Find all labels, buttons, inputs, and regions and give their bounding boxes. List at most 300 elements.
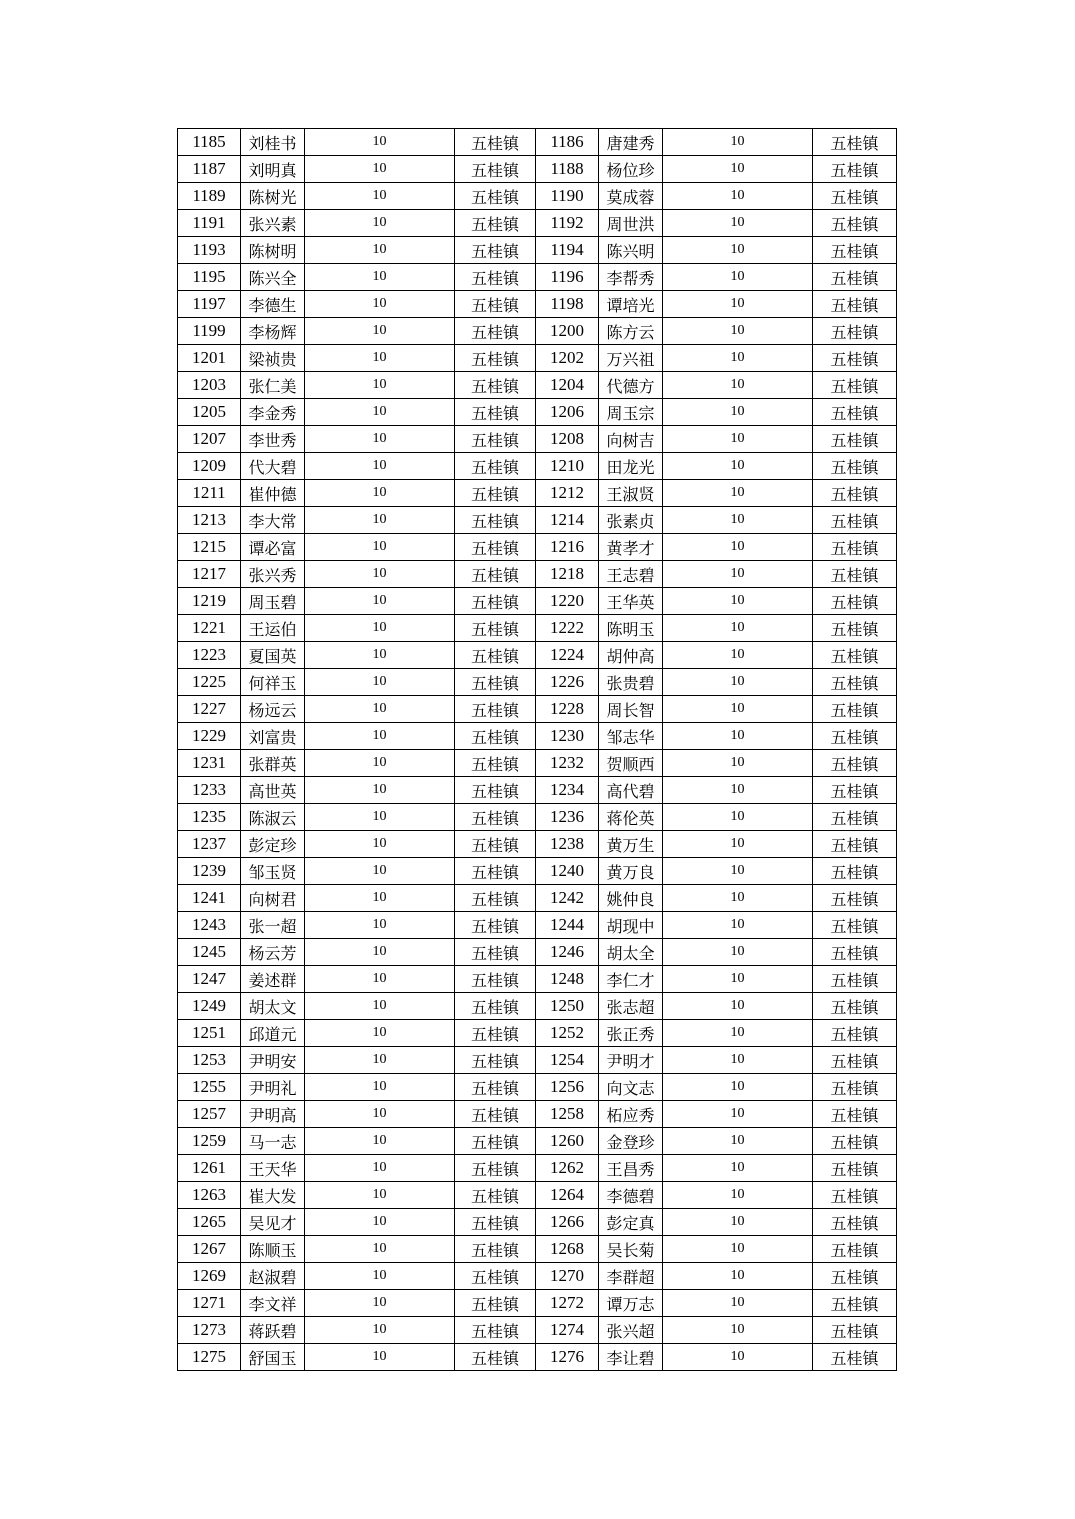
town-cell: 五桂镇	[813, 1263, 897, 1290]
amount-cell: 10	[305, 696, 455, 723]
id-cell: 1245	[178, 939, 241, 966]
id-cell: 1255	[178, 1074, 241, 1101]
table-row	[178, 939, 897, 966]
amount-cell: 10	[305, 264, 455, 291]
id-cell: 1231	[178, 750, 241, 777]
table-row	[178, 804, 897, 831]
id-cell: 1214	[536, 507, 599, 534]
id-cell: 1276	[536, 1344, 599, 1371]
amount-cell: 10	[663, 264, 813, 291]
name-cell: 李金秀	[241, 399, 305, 426]
id-cell: 1188	[536, 156, 599, 183]
town-cell: 五桂镇	[813, 966, 897, 993]
table-row	[178, 345, 897, 372]
name-cell: 蒋跃碧	[241, 1317, 305, 1344]
town-cell: 五桂镇	[455, 345, 536, 372]
amount-cell: 10	[305, 588, 455, 615]
town-cell: 五桂镇	[813, 156, 897, 183]
name-cell: 陈淑云	[241, 804, 305, 831]
name-cell: 尹明礼	[241, 1074, 305, 1101]
name-cell: 胡太全	[599, 939, 663, 966]
town-cell: 五桂镇	[455, 426, 536, 453]
town-cell: 五桂镇	[455, 642, 536, 669]
name-cell: 张群英	[241, 750, 305, 777]
town-cell: 五桂镇	[813, 615, 897, 642]
name-cell: 王运伯	[241, 615, 305, 642]
name-cell: 向文志	[599, 1074, 663, 1101]
name-cell: 周玉碧	[241, 588, 305, 615]
amount-cell: 10	[663, 156, 813, 183]
id-cell: 1274	[536, 1317, 599, 1344]
id-cell: 1247	[178, 966, 241, 993]
amount-cell: 10	[305, 426, 455, 453]
town-cell: 五桂镇	[813, 291, 897, 318]
amount-cell: 10	[305, 183, 455, 210]
town-cell: 五桂镇	[455, 1182, 536, 1209]
town-cell: 五桂镇	[455, 1236, 536, 1263]
town-cell: 五桂镇	[813, 1209, 897, 1236]
name-cell: 邹志华	[599, 723, 663, 750]
name-cell: 李文祥	[241, 1290, 305, 1317]
town-cell: 五桂镇	[813, 777, 897, 804]
id-cell: 1252	[536, 1020, 599, 1047]
town-cell: 五桂镇	[813, 1317, 897, 1344]
amount-cell: 10	[663, 399, 813, 426]
town-cell: 五桂镇	[455, 264, 536, 291]
id-cell: 1203	[178, 372, 241, 399]
town-cell: 五桂镇	[813, 642, 897, 669]
id-cell: 1189	[178, 183, 241, 210]
amount-cell: 10	[663, 777, 813, 804]
town-cell: 五桂镇	[813, 210, 897, 237]
amount-cell: 10	[305, 480, 455, 507]
amount-cell: 10	[663, 1020, 813, 1047]
town-cell: 五桂镇	[813, 912, 897, 939]
town-cell: 五桂镇	[455, 372, 536, 399]
table-row	[178, 993, 897, 1020]
name-cell: 马一志	[241, 1128, 305, 1155]
town-cell: 五桂镇	[455, 129, 536, 156]
amount-cell: 10	[663, 1290, 813, 1317]
amount-cell: 10	[305, 1155, 455, 1182]
town-cell: 五桂镇	[455, 885, 536, 912]
id-cell: 1185	[178, 129, 241, 156]
id-cell: 1221	[178, 615, 241, 642]
town-cell: 五桂镇	[813, 237, 897, 264]
table-row	[178, 642, 897, 669]
id-cell: 1196	[536, 264, 599, 291]
amount-cell: 10	[663, 318, 813, 345]
table-row	[178, 507, 897, 534]
table-row	[178, 291, 897, 318]
name-cell: 李德生	[241, 291, 305, 318]
id-cell: 1210	[536, 453, 599, 480]
table-row	[178, 237, 897, 264]
name-cell: 贺顺西	[599, 750, 663, 777]
table-row	[178, 1344, 897, 1371]
amount-cell: 10	[663, 1101, 813, 1128]
id-cell: 1263	[178, 1182, 241, 1209]
name-cell: 李世秀	[241, 426, 305, 453]
town-cell: 五桂镇	[813, 1020, 897, 1047]
amount-cell: 10	[305, 372, 455, 399]
town-cell: 五桂镇	[455, 1344, 536, 1371]
amount-cell: 10	[305, 939, 455, 966]
name-cell: 杨远云	[241, 696, 305, 723]
town-cell: 五桂镇	[813, 885, 897, 912]
id-cell: 1250	[536, 993, 599, 1020]
amount-cell: 10	[305, 777, 455, 804]
name-cell: 周长智	[599, 696, 663, 723]
id-cell: 1206	[536, 399, 599, 426]
amount-cell: 10	[305, 210, 455, 237]
id-cell: 1260	[536, 1128, 599, 1155]
name-cell: 张正秀	[599, 1020, 663, 1047]
town-cell: 五桂镇	[813, 561, 897, 588]
id-cell: 1234	[536, 777, 599, 804]
id-cell: 1218	[536, 561, 599, 588]
name-cell: 王淑贤	[599, 480, 663, 507]
id-cell: 1204	[536, 372, 599, 399]
name-cell: 高代碧	[599, 777, 663, 804]
amount-cell: 10	[663, 804, 813, 831]
id-cell: 1212	[536, 480, 599, 507]
table-row	[178, 1263, 897, 1290]
town-cell: 五桂镇	[455, 669, 536, 696]
amount-cell: 10	[663, 912, 813, 939]
name-cell: 陈顺玉	[241, 1236, 305, 1263]
name-cell: 田龙光	[599, 453, 663, 480]
table-row	[178, 750, 897, 777]
name-cell: 陈树光	[241, 183, 305, 210]
id-cell: 1230	[536, 723, 599, 750]
id-cell: 1223	[178, 642, 241, 669]
amount-cell: 10	[305, 642, 455, 669]
amount-cell: 10	[663, 966, 813, 993]
amount-cell: 10	[305, 831, 455, 858]
town-cell: 五桂镇	[455, 1074, 536, 1101]
amount-cell: 10	[663, 183, 813, 210]
town-cell: 五桂镇	[455, 777, 536, 804]
amount-cell: 10	[305, 534, 455, 561]
name-cell: 张志超	[599, 993, 663, 1020]
town-cell: 五桂镇	[455, 156, 536, 183]
amount-cell: 10	[663, 507, 813, 534]
id-cell: 1240	[536, 858, 599, 885]
town-cell: 五桂镇	[813, 1155, 897, 1182]
town-cell: 五桂镇	[813, 831, 897, 858]
amount-cell: 10	[663, 1128, 813, 1155]
town-cell: 五桂镇	[455, 993, 536, 1020]
amount-cell: 10	[305, 966, 455, 993]
town-cell: 五桂镇	[813, 372, 897, 399]
table-row	[178, 1101, 897, 1128]
amount-cell: 10	[305, 1128, 455, 1155]
amount-cell: 10	[305, 804, 455, 831]
table-row	[178, 912, 897, 939]
id-cell: 1217	[178, 561, 241, 588]
town-cell: 五桂镇	[455, 183, 536, 210]
name-cell: 高世英	[241, 777, 305, 804]
amount-cell: 10	[305, 399, 455, 426]
id-cell: 1220	[536, 588, 599, 615]
name-cell: 李让碧	[599, 1344, 663, 1371]
id-cell: 1239	[178, 858, 241, 885]
town-cell: 五桂镇	[813, 1236, 897, 1263]
name-cell: 张贵碧	[599, 669, 663, 696]
id-cell: 1246	[536, 939, 599, 966]
amount-cell: 10	[663, 669, 813, 696]
amount-cell: 10	[663, 534, 813, 561]
town-cell: 五桂镇	[813, 669, 897, 696]
table-row	[178, 1128, 897, 1155]
amount-cell: 10	[663, 750, 813, 777]
id-cell: 1244	[536, 912, 599, 939]
amount-cell: 10	[305, 345, 455, 372]
town-cell: 五桂镇	[455, 831, 536, 858]
table-row	[178, 615, 897, 642]
amount-cell: 10	[663, 831, 813, 858]
amount-cell: 10	[663, 723, 813, 750]
roster-table-body	[178, 129, 897, 1371]
name-cell: 崔大发	[241, 1182, 305, 1209]
table-row	[178, 1290, 897, 1317]
town-cell: 五桂镇	[455, 858, 536, 885]
name-cell: 张仁美	[241, 372, 305, 399]
name-cell: 彭定真	[599, 1209, 663, 1236]
town-cell: 五桂镇	[455, 588, 536, 615]
table-row	[178, 480, 897, 507]
id-cell: 1187	[178, 156, 241, 183]
id-cell: 1269	[178, 1263, 241, 1290]
amount-cell: 10	[663, 993, 813, 1020]
id-cell: 1202	[536, 345, 599, 372]
name-cell: 崔仲德	[241, 480, 305, 507]
table-row	[178, 1155, 897, 1182]
town-cell: 五桂镇	[455, 723, 536, 750]
amount-cell: 10	[305, 237, 455, 264]
name-cell: 金登珍	[599, 1128, 663, 1155]
amount-cell: 10	[305, 1020, 455, 1047]
amount-cell: 10	[663, 1155, 813, 1182]
town-cell: 五桂镇	[455, 615, 536, 642]
table-row	[178, 696, 897, 723]
name-cell: 黄万生	[599, 831, 663, 858]
name-cell: 唐建秀	[599, 129, 663, 156]
id-cell: 1257	[178, 1101, 241, 1128]
name-cell: 胡太文	[241, 993, 305, 1020]
name-cell: 陈明玉	[599, 615, 663, 642]
town-cell: 五桂镇	[813, 264, 897, 291]
name-cell: 尹明高	[241, 1101, 305, 1128]
table-row	[178, 264, 897, 291]
amount-cell: 10	[663, 615, 813, 642]
name-cell: 赵淑碧	[241, 1263, 305, 1290]
amount-cell: 10	[663, 1209, 813, 1236]
name-cell: 李仁才	[599, 966, 663, 993]
id-cell: 1211	[178, 480, 241, 507]
table-row	[178, 1047, 897, 1074]
id-cell: 1236	[536, 804, 599, 831]
table-row	[178, 858, 897, 885]
id-cell: 1193	[178, 237, 241, 264]
id-cell: 1248	[536, 966, 599, 993]
name-cell: 吴长菊	[599, 1236, 663, 1263]
amount-cell: 10	[663, 453, 813, 480]
name-cell: 黄万良	[599, 858, 663, 885]
amount-cell: 10	[663, 1344, 813, 1371]
id-cell: 1216	[536, 534, 599, 561]
name-cell: 谭必富	[241, 534, 305, 561]
table-row	[178, 831, 897, 858]
table-row	[178, 723, 897, 750]
town-cell: 五桂镇	[455, 1101, 536, 1128]
id-cell: 1232	[536, 750, 599, 777]
amount-cell: 10	[305, 858, 455, 885]
id-cell: 1194	[536, 237, 599, 264]
id-cell: 1208	[536, 426, 599, 453]
town-cell: 五桂镇	[813, 345, 897, 372]
amount-cell: 10	[305, 129, 455, 156]
amount-cell: 10	[305, 291, 455, 318]
id-cell: 1201	[178, 345, 241, 372]
id-cell: 1275	[178, 1344, 241, 1371]
town-cell: 五桂镇	[813, 804, 897, 831]
id-cell: 1242	[536, 885, 599, 912]
id-cell: 1213	[178, 507, 241, 534]
id-cell: 1192	[536, 210, 599, 237]
town-cell: 五桂镇	[455, 210, 536, 237]
amount-cell: 10	[305, 1047, 455, 1074]
name-cell: 李大常	[241, 507, 305, 534]
table-row	[178, 372, 897, 399]
name-cell: 柘应秀	[599, 1101, 663, 1128]
id-cell: 1207	[178, 426, 241, 453]
table-row	[178, 1074, 897, 1101]
amount-cell: 10	[663, 291, 813, 318]
table-row	[178, 966, 897, 993]
name-cell: 向树吉	[599, 426, 663, 453]
name-cell: 张素贞	[599, 507, 663, 534]
amount-cell: 10	[305, 885, 455, 912]
name-cell: 王昌秀	[599, 1155, 663, 1182]
town-cell: 五桂镇	[813, 1344, 897, 1371]
name-cell: 李德碧	[599, 1182, 663, 1209]
id-cell: 1199	[178, 318, 241, 345]
table-row	[178, 156, 897, 183]
town-cell: 五桂镇	[455, 561, 536, 588]
name-cell: 杨云芳	[241, 939, 305, 966]
town-cell: 五桂镇	[455, 1290, 536, 1317]
name-cell: 刘明真	[241, 156, 305, 183]
town-cell: 五桂镇	[813, 993, 897, 1020]
name-cell: 梁祯贵	[241, 345, 305, 372]
town-cell: 五桂镇	[813, 318, 897, 345]
amount-cell: 10	[663, 1074, 813, 1101]
town-cell: 五桂镇	[455, 480, 536, 507]
id-cell: 1264	[536, 1182, 599, 1209]
amount-cell: 10	[663, 345, 813, 372]
name-cell: 舒国玉	[241, 1344, 305, 1371]
amount-cell: 10	[305, 1263, 455, 1290]
amount-cell: 10	[663, 129, 813, 156]
town-cell: 五桂镇	[455, 750, 536, 777]
id-cell: 1228	[536, 696, 599, 723]
town-cell: 五桂镇	[813, 750, 897, 777]
id-cell: 1254	[536, 1047, 599, 1074]
amount-cell: 10	[305, 156, 455, 183]
name-cell: 胡仲高	[599, 642, 663, 669]
amount-cell: 10	[663, 480, 813, 507]
name-cell: 李杨辉	[241, 318, 305, 345]
town-cell: 五桂镇	[455, 966, 536, 993]
id-cell: 1227	[178, 696, 241, 723]
amount-cell: 10	[663, 1263, 813, 1290]
id-cell: 1241	[178, 885, 241, 912]
id-cell: 1238	[536, 831, 599, 858]
id-cell: 1226	[536, 669, 599, 696]
table-row	[178, 426, 897, 453]
amount-cell: 10	[305, 561, 455, 588]
table-row	[178, 534, 897, 561]
id-cell: 1261	[178, 1155, 241, 1182]
id-cell: 1186	[536, 129, 599, 156]
name-cell: 陈树明	[241, 237, 305, 264]
id-cell: 1198	[536, 291, 599, 318]
town-cell: 五桂镇	[455, 1128, 536, 1155]
amount-cell: 10	[305, 1209, 455, 1236]
name-cell: 陈方云	[599, 318, 663, 345]
amount-cell: 10	[663, 210, 813, 237]
town-cell: 五桂镇	[813, 588, 897, 615]
id-cell: 1237	[178, 831, 241, 858]
amount-cell: 10	[305, 750, 455, 777]
name-cell: 谭万志	[599, 1290, 663, 1317]
amount-cell: 10	[305, 669, 455, 696]
name-cell: 万兴祖	[599, 345, 663, 372]
town-cell: 五桂镇	[813, 723, 897, 750]
id-cell: 1271	[178, 1290, 241, 1317]
id-cell: 1191	[178, 210, 241, 237]
amount-cell: 10	[305, 1101, 455, 1128]
id-cell: 1267	[178, 1236, 241, 1263]
roster-table	[177, 128, 897, 1371]
town-cell: 五桂镇	[455, 1155, 536, 1182]
name-cell: 李群超	[599, 1263, 663, 1290]
name-cell: 代大碧	[241, 453, 305, 480]
town-cell: 五桂镇	[813, 129, 897, 156]
name-cell: 夏国英	[241, 642, 305, 669]
town-cell: 五桂镇	[455, 696, 536, 723]
town-cell: 五桂镇	[813, 534, 897, 561]
amount-cell: 10	[305, 318, 455, 345]
name-cell: 张兴素	[241, 210, 305, 237]
amount-cell: 10	[663, 885, 813, 912]
town-cell: 五桂镇	[813, 426, 897, 453]
town-cell: 五桂镇	[813, 696, 897, 723]
amount-cell: 10	[305, 453, 455, 480]
name-cell: 彭定珍	[241, 831, 305, 858]
id-cell: 1243	[178, 912, 241, 939]
name-cell: 邹玉贤	[241, 858, 305, 885]
name-cell: 姜述群	[241, 966, 305, 993]
name-cell: 周玉宗	[599, 399, 663, 426]
amount-cell: 10	[305, 1182, 455, 1209]
town-cell: 五桂镇	[455, 1047, 536, 1074]
id-cell: 1251	[178, 1020, 241, 1047]
name-cell: 王志碧	[599, 561, 663, 588]
table-row	[178, 777, 897, 804]
